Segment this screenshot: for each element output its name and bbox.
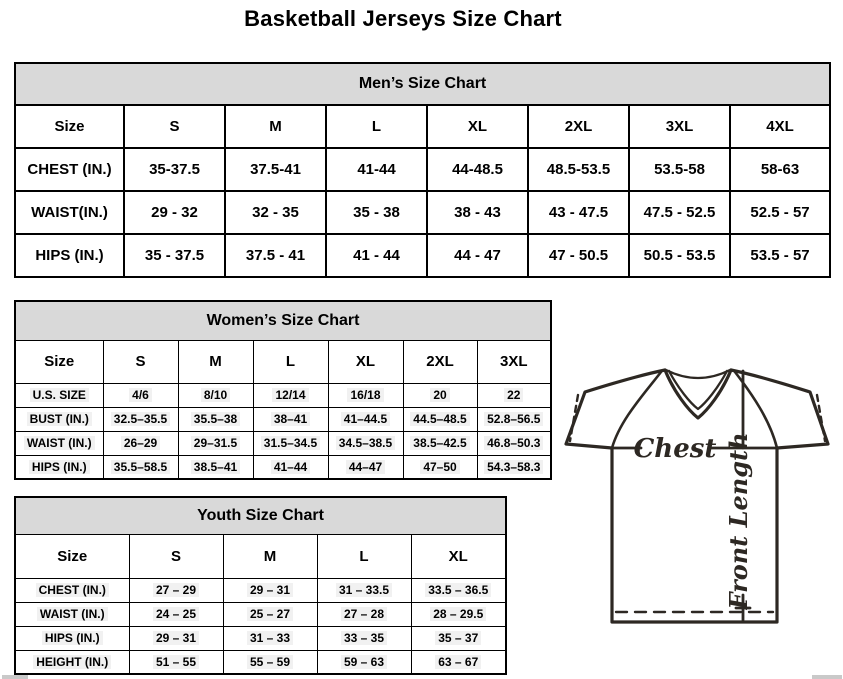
row-label bbox=[15, 602, 129, 626]
size-value-text: 63 – 67 bbox=[435, 655, 481, 669]
size-value: 29 - 32 bbox=[124, 191, 225, 234]
size-value-text: 54.3–58.3 bbox=[484, 460, 543, 474]
table-row bbox=[15, 407, 551, 431]
size-value-text: 32.5–35.5 bbox=[111, 412, 170, 426]
size-value bbox=[317, 626, 411, 650]
size-value-text: 25 – 27 bbox=[247, 607, 293, 621]
size-value: 38 - 43 bbox=[427, 191, 528, 234]
size-value bbox=[103, 455, 178, 479]
size-value bbox=[328, 431, 403, 455]
size-value bbox=[129, 578, 223, 602]
size-value: 37.5 - 41 bbox=[225, 234, 326, 277]
column-header: 3XL bbox=[477, 340, 551, 383]
size-value: 58-63 bbox=[730, 148, 830, 191]
size-value bbox=[129, 626, 223, 650]
size-value bbox=[103, 431, 178, 455]
size-value-text: 31 – 33.5 bbox=[336, 583, 392, 597]
jersey-diagram bbox=[558, 358, 843, 630]
page-title: Basketball Jerseys Size Chart bbox=[244, 6, 562, 31]
column-header: 4XL bbox=[730, 105, 830, 148]
size-value: 35-37.5 bbox=[124, 148, 225, 191]
size-value bbox=[223, 578, 317, 602]
size-value-text: 59 – 63 bbox=[341, 655, 387, 669]
size-value: 47 - 50.5 bbox=[528, 234, 629, 277]
size-value: 41 - 44 bbox=[326, 234, 427, 277]
size-value bbox=[328, 383, 403, 407]
size-value bbox=[411, 650, 506, 674]
column-header: Size bbox=[15, 105, 124, 148]
size-value bbox=[477, 407, 551, 431]
corner-artifact-right bbox=[812, 675, 842, 679]
size-value-text: 38–41 bbox=[271, 412, 310, 426]
size-value: 32 - 35 bbox=[225, 191, 326, 234]
size-value bbox=[328, 455, 403, 479]
table-row bbox=[15, 534, 506, 578]
size-value-text: 8/10 bbox=[201, 388, 230, 402]
size-value: 50.5 - 53.5 bbox=[629, 234, 730, 277]
row-label-text: HIPS (IN.) bbox=[42, 631, 103, 645]
table-row bbox=[15, 234, 830, 277]
size-value: 35 - 38 bbox=[326, 191, 427, 234]
row-label-text: CHEST (IN.) bbox=[36, 583, 109, 597]
size-value-text: 47–50 bbox=[420, 460, 459, 474]
column-header: M bbox=[223, 534, 317, 578]
size-value bbox=[403, 383, 477, 407]
table-row bbox=[15, 63, 830, 105]
size-value: 52.5 - 57 bbox=[730, 191, 830, 234]
size-value bbox=[253, 455, 328, 479]
youth-size-table bbox=[14, 496, 507, 675]
size-value bbox=[328, 407, 403, 431]
column-header: L bbox=[253, 340, 328, 383]
size-value: 37.5-41 bbox=[225, 148, 326, 191]
table-row bbox=[15, 578, 506, 602]
size-value bbox=[178, 455, 253, 479]
size-value bbox=[403, 455, 477, 479]
size-value-text: 27 – 28 bbox=[341, 607, 387, 621]
column-header: L bbox=[326, 105, 427, 148]
size-value-text: 35.5–58.5 bbox=[111, 460, 170, 474]
row-label: CHEST (IN.) bbox=[15, 148, 124, 191]
size-value-text: 52.8–56.5 bbox=[484, 412, 543, 426]
size-value-text: 31.5–34.5 bbox=[261, 436, 320, 450]
size-value-text: 35 – 37 bbox=[435, 631, 481, 645]
size-value bbox=[223, 650, 317, 674]
mens-size-table bbox=[14, 62, 831, 278]
size-value: 35 - 37.5 bbox=[124, 234, 225, 277]
column-header: Size bbox=[15, 534, 129, 578]
row-label bbox=[15, 407, 103, 431]
column-header: XL bbox=[427, 105, 528, 148]
size-value: 48.5-53.5 bbox=[528, 148, 629, 191]
size-value-text: 29–31.5 bbox=[191, 436, 240, 450]
mens-table-title: Men’s Size Chart bbox=[15, 63, 830, 105]
column-header: S bbox=[129, 534, 223, 578]
row-label-text: HEIGHT (IN.) bbox=[33, 655, 111, 669]
size-value-text: 31 – 33 bbox=[247, 631, 293, 645]
table-row bbox=[15, 431, 551, 455]
size-value bbox=[411, 626, 506, 650]
size-value-text: 44.5–48.5 bbox=[410, 412, 469, 426]
chest-label: Chest bbox=[633, 434, 717, 464]
table-row bbox=[15, 105, 830, 148]
size-value-text: 29 – 31 bbox=[153, 631, 199, 645]
size-value bbox=[403, 431, 477, 455]
column-header: S bbox=[103, 340, 178, 383]
table-row bbox=[15, 626, 506, 650]
column-header: S bbox=[124, 105, 225, 148]
size-value-text: 20 bbox=[430, 388, 449, 402]
size-value-text: 16/18 bbox=[347, 388, 383, 402]
table-row bbox=[15, 383, 551, 407]
size-value-text: 44–47 bbox=[346, 460, 385, 474]
size-value bbox=[317, 602, 411, 626]
size-value-text: 12/14 bbox=[272, 388, 308, 402]
size-value-text: 28 – 29.5 bbox=[430, 607, 486, 621]
size-value bbox=[253, 407, 328, 431]
row-label bbox=[15, 650, 129, 674]
row-label-text: U.S. SIZE bbox=[30, 388, 89, 402]
size-value-text: 33.5 – 36.5 bbox=[425, 583, 491, 597]
row-label: HIPS (IN.) bbox=[15, 234, 124, 277]
row-label-text: WAIST (IN.) bbox=[37, 607, 108, 621]
size-value: 41-44 bbox=[326, 148, 427, 191]
size-value bbox=[317, 650, 411, 674]
column-header: XL bbox=[411, 534, 506, 578]
size-value-text: 33 – 35 bbox=[341, 631, 387, 645]
table-row bbox=[15, 602, 506, 626]
column-header: M bbox=[225, 105, 326, 148]
size-value bbox=[253, 383, 328, 407]
size-value bbox=[477, 431, 551, 455]
row-label-text: BUST (IN.) bbox=[27, 412, 92, 426]
size-value bbox=[317, 578, 411, 602]
size-value-text: 29 – 31 bbox=[247, 583, 293, 597]
size-value-text: 4/6 bbox=[129, 388, 152, 402]
size-value-text: 34.5–38.5 bbox=[336, 436, 395, 450]
table-row bbox=[15, 455, 551, 479]
size-value: 53.5-58 bbox=[629, 148, 730, 191]
jersey-collar-back-arc bbox=[666, 370, 730, 378]
size-value bbox=[411, 578, 506, 602]
size-value-text: 46.8–50.3 bbox=[484, 436, 543, 450]
column-header: XL bbox=[328, 340, 403, 383]
jersey-collar-inner bbox=[669, 371, 727, 409]
table-row bbox=[15, 191, 830, 234]
size-value bbox=[477, 383, 551, 407]
table-row bbox=[15, 148, 830, 191]
size-value-text: 41–44.5 bbox=[341, 412, 390, 426]
row-label bbox=[15, 383, 103, 407]
row-label-text: HIPS (IN.) bbox=[29, 460, 90, 474]
size-value-text: 35.5–38 bbox=[191, 412, 240, 426]
size-value bbox=[178, 431, 253, 455]
size-value-text: 38.5–42.5 bbox=[410, 436, 469, 450]
size-value: 44 - 47 bbox=[427, 234, 528, 277]
row-label bbox=[15, 431, 103, 455]
row-label bbox=[15, 578, 129, 602]
table-row bbox=[15, 650, 506, 674]
womens-size-table bbox=[14, 300, 552, 480]
size-value bbox=[477, 455, 551, 479]
size-value-text: 51 – 55 bbox=[153, 655, 199, 669]
column-header: 2XL bbox=[528, 105, 629, 148]
row-label bbox=[15, 626, 129, 650]
column-header: 2XL bbox=[403, 340, 477, 383]
size-value bbox=[103, 407, 178, 431]
column-header: Size bbox=[15, 340, 103, 383]
row-label bbox=[15, 455, 103, 479]
size-value bbox=[223, 626, 317, 650]
size-value-text: 27 – 29 bbox=[153, 583, 199, 597]
size-value-text: 26–29 bbox=[121, 436, 160, 450]
size-value: 53.5 - 57 bbox=[730, 234, 830, 277]
size-value: 44-48.5 bbox=[427, 148, 528, 191]
size-value bbox=[178, 407, 253, 431]
corner-artifact-left bbox=[2, 675, 28, 679]
size-value bbox=[253, 431, 328, 455]
table-row bbox=[15, 340, 551, 383]
size-value bbox=[403, 407, 477, 431]
size-value bbox=[223, 602, 317, 626]
size-value bbox=[129, 650, 223, 674]
front-length-label: Front Length bbox=[724, 432, 753, 610]
size-value bbox=[103, 383, 178, 407]
row-label-text: WAIST (IN.) bbox=[24, 436, 95, 450]
size-value bbox=[129, 602, 223, 626]
size-value bbox=[178, 383, 253, 407]
size-value: 43 - 47.5 bbox=[528, 191, 629, 234]
size-value-text: 24 – 25 bbox=[153, 607, 199, 621]
size-value-text: 55 – 59 bbox=[247, 655, 293, 669]
size-value: 47.5 - 52.5 bbox=[629, 191, 730, 234]
table-row bbox=[15, 301, 551, 340]
size-value-text: 22 bbox=[504, 388, 523, 402]
womens-table-title: Women’s Size Chart bbox=[15, 301, 551, 340]
size-value bbox=[411, 602, 506, 626]
size-value-text: 41–44 bbox=[271, 460, 310, 474]
youth-table-title: Youth Size Chart bbox=[15, 497, 506, 534]
column-header: 3XL bbox=[629, 105, 730, 148]
table-row bbox=[15, 497, 506, 534]
row-label: WAIST(IN.) bbox=[15, 191, 124, 234]
size-value-text: 38.5–41 bbox=[191, 460, 240, 474]
column-header: M bbox=[178, 340, 253, 383]
column-header: L bbox=[317, 534, 411, 578]
